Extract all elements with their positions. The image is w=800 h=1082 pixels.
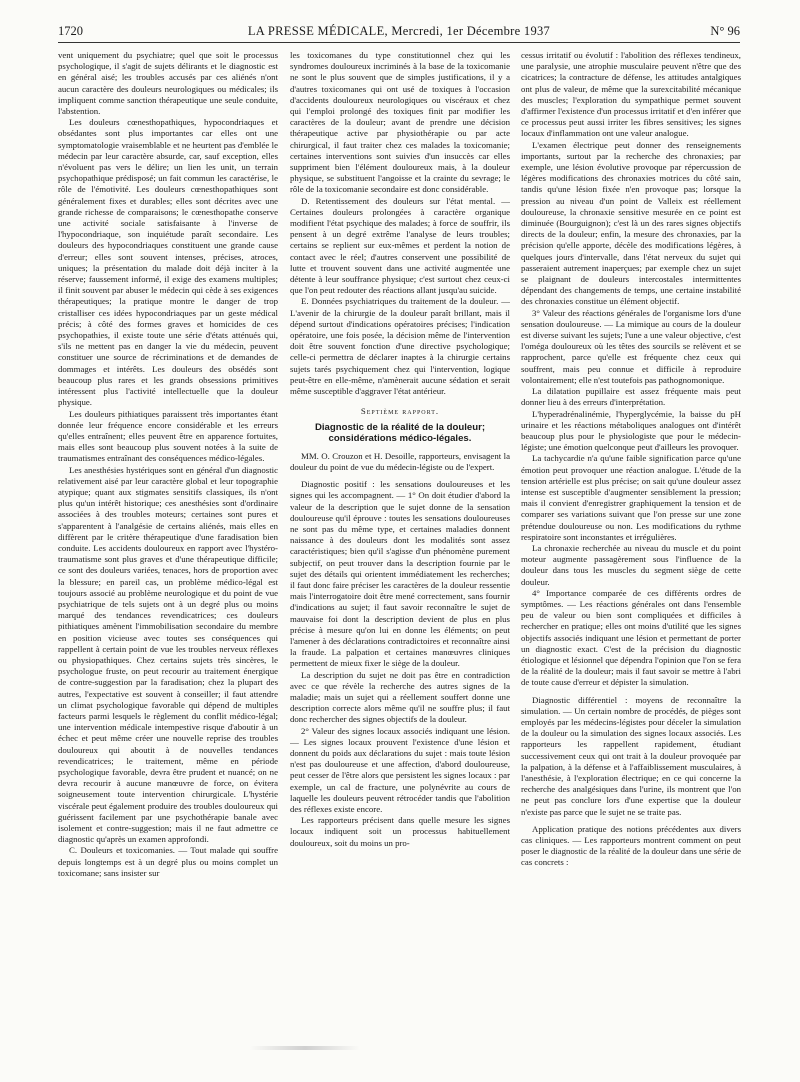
paragraph: 3° Valeur des réactions générales de l'organisme lors d'une sensation douloureuse. — La mimique au cours de la douleur est diverse suivant les sujets; l'une a une valeur objective, c'est l'oméga douloureux où les têtes des sourcils se relèvent et se rapprochent, parce qu'elle est fréquente chez ceux qui souffrent, mais peu connue et difficile à reproduire volontairement; elle n'est toutefois pas pathognomonique. [521,307,741,385]
journal-title: LA PRESSE MÉDICALE, Mercredi, 1er Décembre 1937 [247,24,551,38]
paragraph: Les douleurs cœnesthopathiques, hypocondriaques et obsédantes sont plus importantes car elles ont une symptomatologie vraisemblable et ne heurtent pas d'emblée le médecin par leur caractère absurde, car, sauf exception, elles n'évoluent pas vers le délire; un lien les unit, un terrain psychopathique prédisposé; un fait commun les caractérise, le rôle de l'émotivité. Les douleurs cœnesthopathiques sont généralement fixes et durables; elles sont décrites avec une grande richesse de comparaisons; le cœnesthopathe conserve une activité sociale satisfaisante à l'inverse de l'hypocondriaque, son inquiétude paraît secondaire. Les douleurs des hypocondriaques constituent une grande cause d'erreur; elles sont souvent intenses, précises, atroces, uniques; la présentation du malade doit déjà inciter à la réserve; faussement informé, il exige des examens multiples; il finit souvent par abuser le médecin qui cède à ses exigences thérapeutiques; la pratique montre le danger de trop cristalliser ces idées hypocondriaques par un geste médical précis; à côté des formes graves et homicides de ces psychopathies, il existe toute une série d'états atténués qui, s'ils ne mettent pas en danger la vie du médecin, peuvent constituer une source de récriminations et de demandes de dommages et intérêts. Les douleurs des obsédés sont beaucoup plus rares et les grands obsessions primitives intéressent plus l'activité intellectuelle que la douleur physique. [58,117,278,408]
paragraph: D. Retentissement des douleurs sur l'état mental. — Certaines douleurs prolongées à caractère organique modifient l'état psychique des malades; à force de souffrir, ils pensent à un degré extrême l'analyse de leurs troubles; certains se replient sur eux-mêmes et perdent la notion de contact avec le réel; d'autres conservent une possibilité de lutte et trouvent souvent dans une activité augmentée une détente à leur souffrance physique; c'est surtout chez ceux-ci que l'on peut redouter des réactions allant jusqu'au suicide. [290,195,510,296]
report-label: Septième rapport. [360,406,440,417]
paragraph: vent uniquement du psychiatre; quel que soit le processus psychologique, il s'agit de sujets délirants et le diagnostic est en général aisé; les troubles accusés par ces aliénés n'ont aucun caractère des douleurs neurologiques ou médicales; ils impliquent comme sanction thérapeutique une seule conduite, l'abstention. [58,50,278,117]
paragraph: La dilatation pupillaire est assez fréquente mais peut donner lieu à des erreurs d'interprétation. [521,386,741,408]
paragraph: Les douleurs pithiatiques paraissent très importantes étant donnée leur fréquence encore considérable et les erreurs qu'elles entraînent; elles peuvent être en apparence fortuites, mais elles sont beaucoup plus souvent notées à la suite de traumatismes entraînant des conséquences médico-légales. [58,408,278,464]
column-1 [58,50,278,1065]
paragraph: Application pratique des notions précédentes aux divers cas cliniques. — Les rapporteurs montrent comment on peut poser le diagnostic de la réalité de la douleur dans une série de cas concrets : [521,823,741,868]
paragraph: L'hyperadrénalinémie, l'hyperglycémie, la baisse du pH urinaire et les réactions métaboliques analogues ont d'intérêt beaucoup plus pour le physiologiste que pour le médecin-légiste; une émotion quelconque peut d'ailleurs les provoquer. [521,408,741,453]
paragraph: C. Douleurs et toxicomanies. — Tout malade qui souffre depuis longtemps est à un degré plus ou moins complet un toxicomane; sans insister sur [58,845,278,878]
page-number: 1720 [58,24,83,38]
paragraph: Diagnostic différentiel : moyens de reconnaître la simulation. — Un certain nombre de procédés, de pièges sont employés par les médecins-légistes pour déceler la simulation de la douleur ou la simulation des signes locaux associés. Les rapporteurs les rappellent rapidement, étudiant successivement ceux qui ont trait à la douleur provoquée par la palpation, à la défense et à l'affaiblissement musculaires, à l'anesthésie, à l'exploration électrique; en ce qui concerne la recherche des analgésiques dans l'urine, ils montrent que l'on ne peut pas conclure lors d'une expertise que la douleur n'existe pas parce que le sujet ne se traite pas. [521,694,741,817]
paragraph: Diagnostic positif : les sensations douloureuses et les signes qui les accompagnent. — 1° On doit étudier d'abord la valeur de la description que le sujet donne de la sensation douloureuse qu'il éprouve : toutes les sensations douloureuses ne sont pas du même type, et certaines maladies donnent naissance à des douleurs dont les modalités sont assez caractéristiques; bien qu'il s'agisse d'un phénomène purement subjectif, on peut trouver dans la description fournie par le sujet des détails qui orientent immédiatement les recherches; il faut donc faire préciser les caractères de la douleur ressentie mais l'interrogatoire doit être mené correctement, sans fournir d'indications au sujet; il faut savoir reconnaître le sujet de mauvaise foi dont la description devient de plus en plus précise à mesure qu'on lui en donne les éléments; on peut l'amener à des déclarations contradictoires et reconnaître ainsi la fraude. La palpation et certaines manœuvres cliniques permettent de mieux fixer le siège de la douleur. [290,479,510,669]
paragraph: La chronaxie recherchée au niveau du muscle et du point moteur augmente passagèrement sous l'influence de la douleur dans tous les muscles du segment siège de cette douleur. [521,542,741,587]
paragraph: L'examen électrique peut donner des renseignements importants, surtout par la recherche des chronaxies; par exemple, une lésion évolutive provoque par répercussion de légères modifications des chronaxies motrices du côté sain, tandis qu'une lésion fixée n'en provoque pas; lorsque la pression au niveau d'un point de Valleix est réellement douloureuse, la chronaxie sensitive mesurée en ce point est diminuée (Bourguignon); c'est là un des rares signes objectifs directs de la douleur; enfin, la mesure des chronaxies, par la précision qu'elle apporte, décèle des modifications légères, à quelques jours d'intervalle, dans l'état nerveux du sujet qui passeraient autrement inaperçues; par exemple chez un sujet se plaignant de douleurs intercostales intermittentes dépendant des changements de temps, une certaine instabilité des chronaxies constitue un élément objectif. [521,139,741,307]
issue-number: N° 96 [710,24,740,38]
paragraph: La tachycardie n'a qu'une faible signification parce qu'une émotion peut provoquer une réaction analogue. L'étude de la tension artérielle est plus précise; on sait qu'une douleur assez intense est susceptible d'augmenter sensiblement la pression; mais il convient d'enregistrer graphiquement la tension et de comparer ses variations suivant que l'on presse sur une zone prétendue douloureuse ou non. Les modifications du rythme respiratoire sont inconstantes et irrégulières. [521,453,741,542]
paragraph: les toxicomanes du type constitutionnel chez qui les syndromes douloureux incriminés à la base de la toxicomanie ne sont le plus souvent que de simples justifications, il y a d'autres toxicomanes qui ont usé de toxiques à l'occasion d'accidents douloureux neurologiques ou viscéraux et chez qui l'emploi prolongé des toxiques finit par modifier les caractères de la douleur; avant de prendre une décision thérapeutique active par physiothérapie ou par acte chirurgical, il faut traiter chez ces malades la toxicomanie; certaines interventions sont suivies d'un insuccès car elles suppriment bien l'élément douloureux mais, à la douleur physique, se substituent l'angoisse et la crainte du sevrage; le rôle de la toxicomanie secondaire est donc considérable. [290,50,510,195]
column-3 [521,50,741,1065]
report-title: Diagnostic de la réalité de la douleur; considérations médico-légales. [314,421,486,445]
page-header [58,24,740,43]
paragraph: La description du sujet ne doit pas être en contradiction avec ce que révèle la recherche des autres signes de la maladie; mais un sujet qui a réellement souffert donne une description correcte alors même qu'il ne souffre plus; il faut donc rechercher des signes objectifs de la douleur. [290,669,510,725]
column-2 [290,50,510,1065]
paragraph: Les anesthésies hystériques sont en général d'un diagnostic relativement aisé par leur caractère global et leur topographie atypique; quant aux stigmates sensitifs classiques, ils n'ont plus qu'un intérêt historique; ces anesthésies sont d'ordinaire associées à des troubles moteurs; certaines sont pures et s'apparentent à l'analgésie de certains aliénés, mais elles en diffèrent par le critère thérapeutique d'une faradisation bien conduite. Les accidents douloureux en rapport avec l'hystéro-traumatisme sont plus graves et d'une thérapeutique difficile; ce sont des douleurs variées, tenaces, hors de proportion avec la blessure; en pareil cas, un problème médico-légal est toujours associé au problème neurologique et du point de vue psychiatrique de tels sujets ont à un degré plus ou moins marqué des tendances revendicatrices; ces douleurs pithiatiques amènent l'immobilisation secondaire du membre en position vicieuse avec toutes ses conséquences qui rappellent à certain point de vue les troubles nerveux réflexes ou physiopathiques. Chez certains sujets très sincères, le psychologue fruste, on peut recourir au traitement énergique de contre-suggestion par la faradisation; chez la plupart des autres, l'expectative est souvent à conseiller; il faut attendre un climat psychologique favorable qui dépend de multiples facteurs parmi lesquels le règlement du conflit médico-légal; une intervention médicale intempestive risque d'aboutir à un échec et peut même créer une nouvelle reprise des troubles douloureux qui aboutit à de nouvelles tendances revendicatrices; le traitement, même en période psychologique favorable, devra être prudent et nuancé; on ne devra recourir à aucune manœuvre de force, on évitera soigneusement toute intervention chirurgicale. L'hystérie viscérale peut également produire des troubles douloureux qui guérissent facilement par une psychothérapie banale avec isolement et contre-suggestion; mais il ne faut admettre ce diagnostic qu'après un examen approfondi. [58,464,278,845]
paragraph: MM. O. Crouzon et H. Desoille, rapporteurs, envisagent la douleur du point de vue du médecin-légiste ou de l'expert. [290,450,510,472]
paragraph: 4° Importance comparée de ces différents ordres de symptômes. — Les réactions générales ont dans l'ensemble peu de valeur ou bien sont compliquées et difficiles à rechercher en pratique; elles ont moins d'utilité que les signes objectifs associés indiquant une lésion et permettant de porter un diagnostic exact. C'est de la précision du diagnostic étiologique et lésionnel que dépendra l'opinion que l'on se fera de la réalité de la douleur; mais il faut savoir se mettre à l'abri de toute cause d'erreur et dépister la simulation. [521,587,741,688]
paragraph: cessus irritatif ou évolutif : l'abolition des réflexes tendineux, une paralysie, une atrophie musculaire peuvent n'être que des cicatrices; la contracture de défense, les attitudes antalgiques ont plus de valeur, de même que la surexcitabilité mécanique des muscles; l'exploration du sympathique permet souvent d'affirmer l'existence d'un processus irritatif et d'en inférer que ce processus peut aussi irriter les fibres sensitives; les signes locaux d'inflammation ont une valeur analogue. [521,50,741,139]
paragraph: E. Données psychiatriques du traitement de la douleur. — L'avenir de la chirurgie de la douleur paraît brillant, mais il dépend surtout d'indications opératoires précises; l'indication opératoire, une fois posée, la décision même de l'intervention doit être souvent fonction d'une directive psychologique; celle-ci permettra de déclarer inaptes à la chirurgie certains sujets tarés psychiquement chez qui l'intervention, logique peut-être en elle-même, n'amènerait aucune sédation et serait même susceptible d'aggraver l'état antérieur. [290,296,510,397]
paragraph: Les rapporteurs précisent dans quelle mesure les signes locaux indiquent soit un processus habituellement douloureux, soit du moins un pro- [290,815,510,848]
paragraph: 2° Valeur des signes locaux associés indiquant une lésion. — Les signes locaux prouvent l'existence d'une lésion et donnent du poids aux déclarations du sujet : mais toute lésion n'est pas douloureuse et une affection, d'abord douloureuse, peut cesser de l'être alors que persistent les signes locaux : par exemple, un cal de fracture, une polynévrite au cours de laquelle les douleurs peuvent rétrocéder tandis que l'abolition des réflexes existe encore. [290,725,510,814]
print-smudge [250,1046,360,1050]
